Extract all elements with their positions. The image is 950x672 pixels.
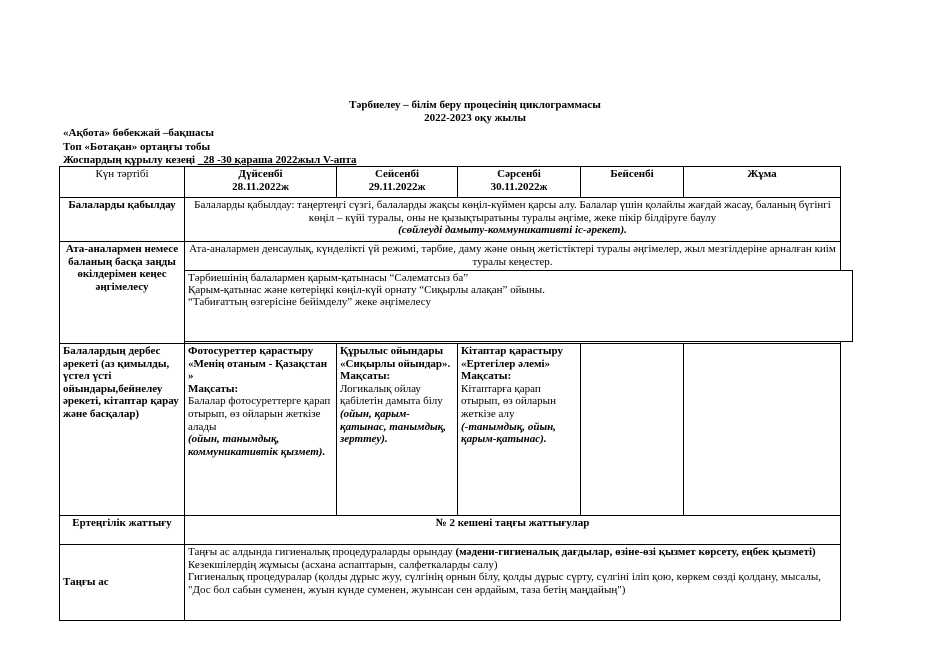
header-monday-date: 28.11.2022ж — [232, 180, 289, 193]
group-name: Топ «Ботақан» ортаңғы тобы — [63, 141, 211, 153]
breakfast-line-3: Гигиеналық процедуралар (қолды дұрыс жуу, сүлгінің орнын білу, қолды дұрыс сүрту, сүлгіні іліп қою, көркем сөзді қолдану, мысалы, "Дос бол сабын суменен, жуын күнде суменен, жуынсан сен әрдайым, таза бетің маңдайың") — [188, 571, 821, 596]
activity-tuesday — [337, 344, 458, 516]
cyclogram-table — [59, 166, 841, 621]
reception-row — [60, 198, 841, 242]
activity-wednesday-goal: Кітаптарға қарап отырып, өз ойларын жеткізе алу — [461, 382, 556, 420]
breakfast-row — [60, 545, 841, 621]
parents-line-1: Тәрбиешінің балалармен қарым-қатынасы “Сәлематсыз ба” — [188, 272, 469, 284]
activity-tuesday-goal-label: Мақсаты: — [340, 370, 391, 383]
header-tuesday — [337, 167, 458, 198]
exercise-text: № 2 кешені таңғы жаттығулар — [185, 516, 841, 545]
plan-period-label: Жоспардың құрылу кезеңі — [63, 154, 196, 166]
activity-monday-goal-label: Мақсаты: — [188, 382, 239, 395]
header-monday — [185, 167, 337, 198]
activity-wednesday-goal-label: Мақсаты: — [461, 370, 512, 383]
activity-monday-title: Фотосуреттер қарастыру «Менің отаным - Қазақстан » — [188, 345, 328, 383]
activity-thursday — [581, 344, 684, 516]
reception-text: Балаларды қабылдау: таңертеңгі сүзгі, балаларды жақсы көңіл-күймен қарсы алу. Балалар үшін қолайлы жағдай жасау, баланың бүгінгі көңіл – күйі туралы, оны не қызықтыратыны туралы әңгіме, жеке пікір білдіруге баулу — [194, 199, 831, 224]
exercise-row — [60, 516, 841, 545]
reception-note: (сөйлеуді дамыту-коммуникативті іс-әрекет). — [398, 224, 627, 237]
exercise-label: Ертеңгілік жаттығу — [60, 516, 185, 545]
activity-monday-goal: Балалар фотосуреттерге қарап отырып, өз ойларын жеткізе алады — [188, 395, 331, 433]
reception-content — [185, 198, 841, 242]
parents-line-2: Қарым-қатынас және көтеріңкі көңіл-күй орнату “Сиқырлы алақан” ойыны. — [188, 284, 545, 296]
activity-label: Балалардың дербес әрекеті (аз қимылды, үстел үсті ойындары,бейнелеу әрекеті, кітаптар қарау және басқалар) — [60, 344, 185, 516]
parents-label: Ата-аналармен немесе баланың басқа заңды өкілдерімен кеңес әңгімелесу — [60, 242, 185, 344]
breakfast-label: Таңғы ас — [60, 545, 185, 621]
activity-monday — [185, 344, 337, 516]
header-tuesday-date: 29.11.2022ж — [368, 180, 426, 193]
activity-monday-note: (ойын, танымдық, коммуникативтік қызмет). — [188, 433, 326, 458]
header-thursday: Бейсенбі — [581, 167, 684, 198]
breakfast-line-2: Кезекшілердің жұмысы (асхана аспаптарын, салфеткаларды салу) — [188, 558, 498, 571]
activity-tuesday-goal: Логикалық ойлау қабілетін дамыта білу — [340, 382, 443, 408]
header-wednesday — [458, 167, 581, 198]
activity-row — [60, 344, 841, 516]
reception-label: Балаларды қабылдау — [60, 198, 185, 242]
parents-conversation-box — [184, 270, 853, 342]
academic-year: 2022-2023 оқу жылы — [424, 112, 526, 124]
header-tuesday-label: Сейсенбі — [374, 168, 420, 180]
breakfast-line-1: Таңғы ас алдында гигиеналық процедураларды орындау — [188, 546, 453, 558]
kindergarten-name: «Ақбота» бөбекжай –бақшасы — [63, 127, 215, 139]
activity-tuesday-note: (ойын, қарым-қатынас, танымдық, зерттеу). — [340, 407, 446, 446]
parents-text: Ата-аналармен денсаулық, күнделікті үй режимі, тәрбие, даму және оның жетістіктері туралы әңгімелер, жыл мезгілдеріне арналған киім туралы кеңестер. — [185, 242, 841, 344]
header-friday: Жұма — [684, 167, 841, 198]
activity-wednesday — [458, 344, 581, 516]
header-schedule: Күн тәртібі — [60, 167, 185, 198]
activity-friday — [684, 344, 841, 516]
header-monday-label: Дүйсенбі — [238, 168, 283, 180]
activity-tuesday-title: Құрылыс ойындары «Сиқырлы ойындар». — [340, 345, 451, 370]
header-wednesday-date: 30.11.2022ж — [490, 180, 548, 193]
header-wednesday-label: Сәрсенбі — [497, 168, 541, 180]
parents-line-3: “Табиғаттың өзгерісіне бейімделу” жеке әңгімелесу — [188, 296, 431, 308]
breakfast-line-1-bold: (мәдени-гигиеналық дағдылар, өзіне-өзі қызмет көрсету, еңбек қызметі) — [455, 546, 816, 558]
activity-wednesday-note: (-танымдық, ойын, қарым-қатынас). — [461, 420, 556, 446]
document-title: Тәрбиелеу – білім беру процесінің циклограммасы — [349, 99, 601, 111]
activity-wednesday-title: Кітаптар қарастыру «Ертегілер әлемі» — [461, 345, 563, 370]
plan-period-value: _28 -30 қараша 2022жыл V-апта — [197, 154, 357, 166]
breakfast-content — [185, 545, 841, 621]
header-row — [60, 167, 841, 198]
plan-period-line — [63, 154, 357, 166]
